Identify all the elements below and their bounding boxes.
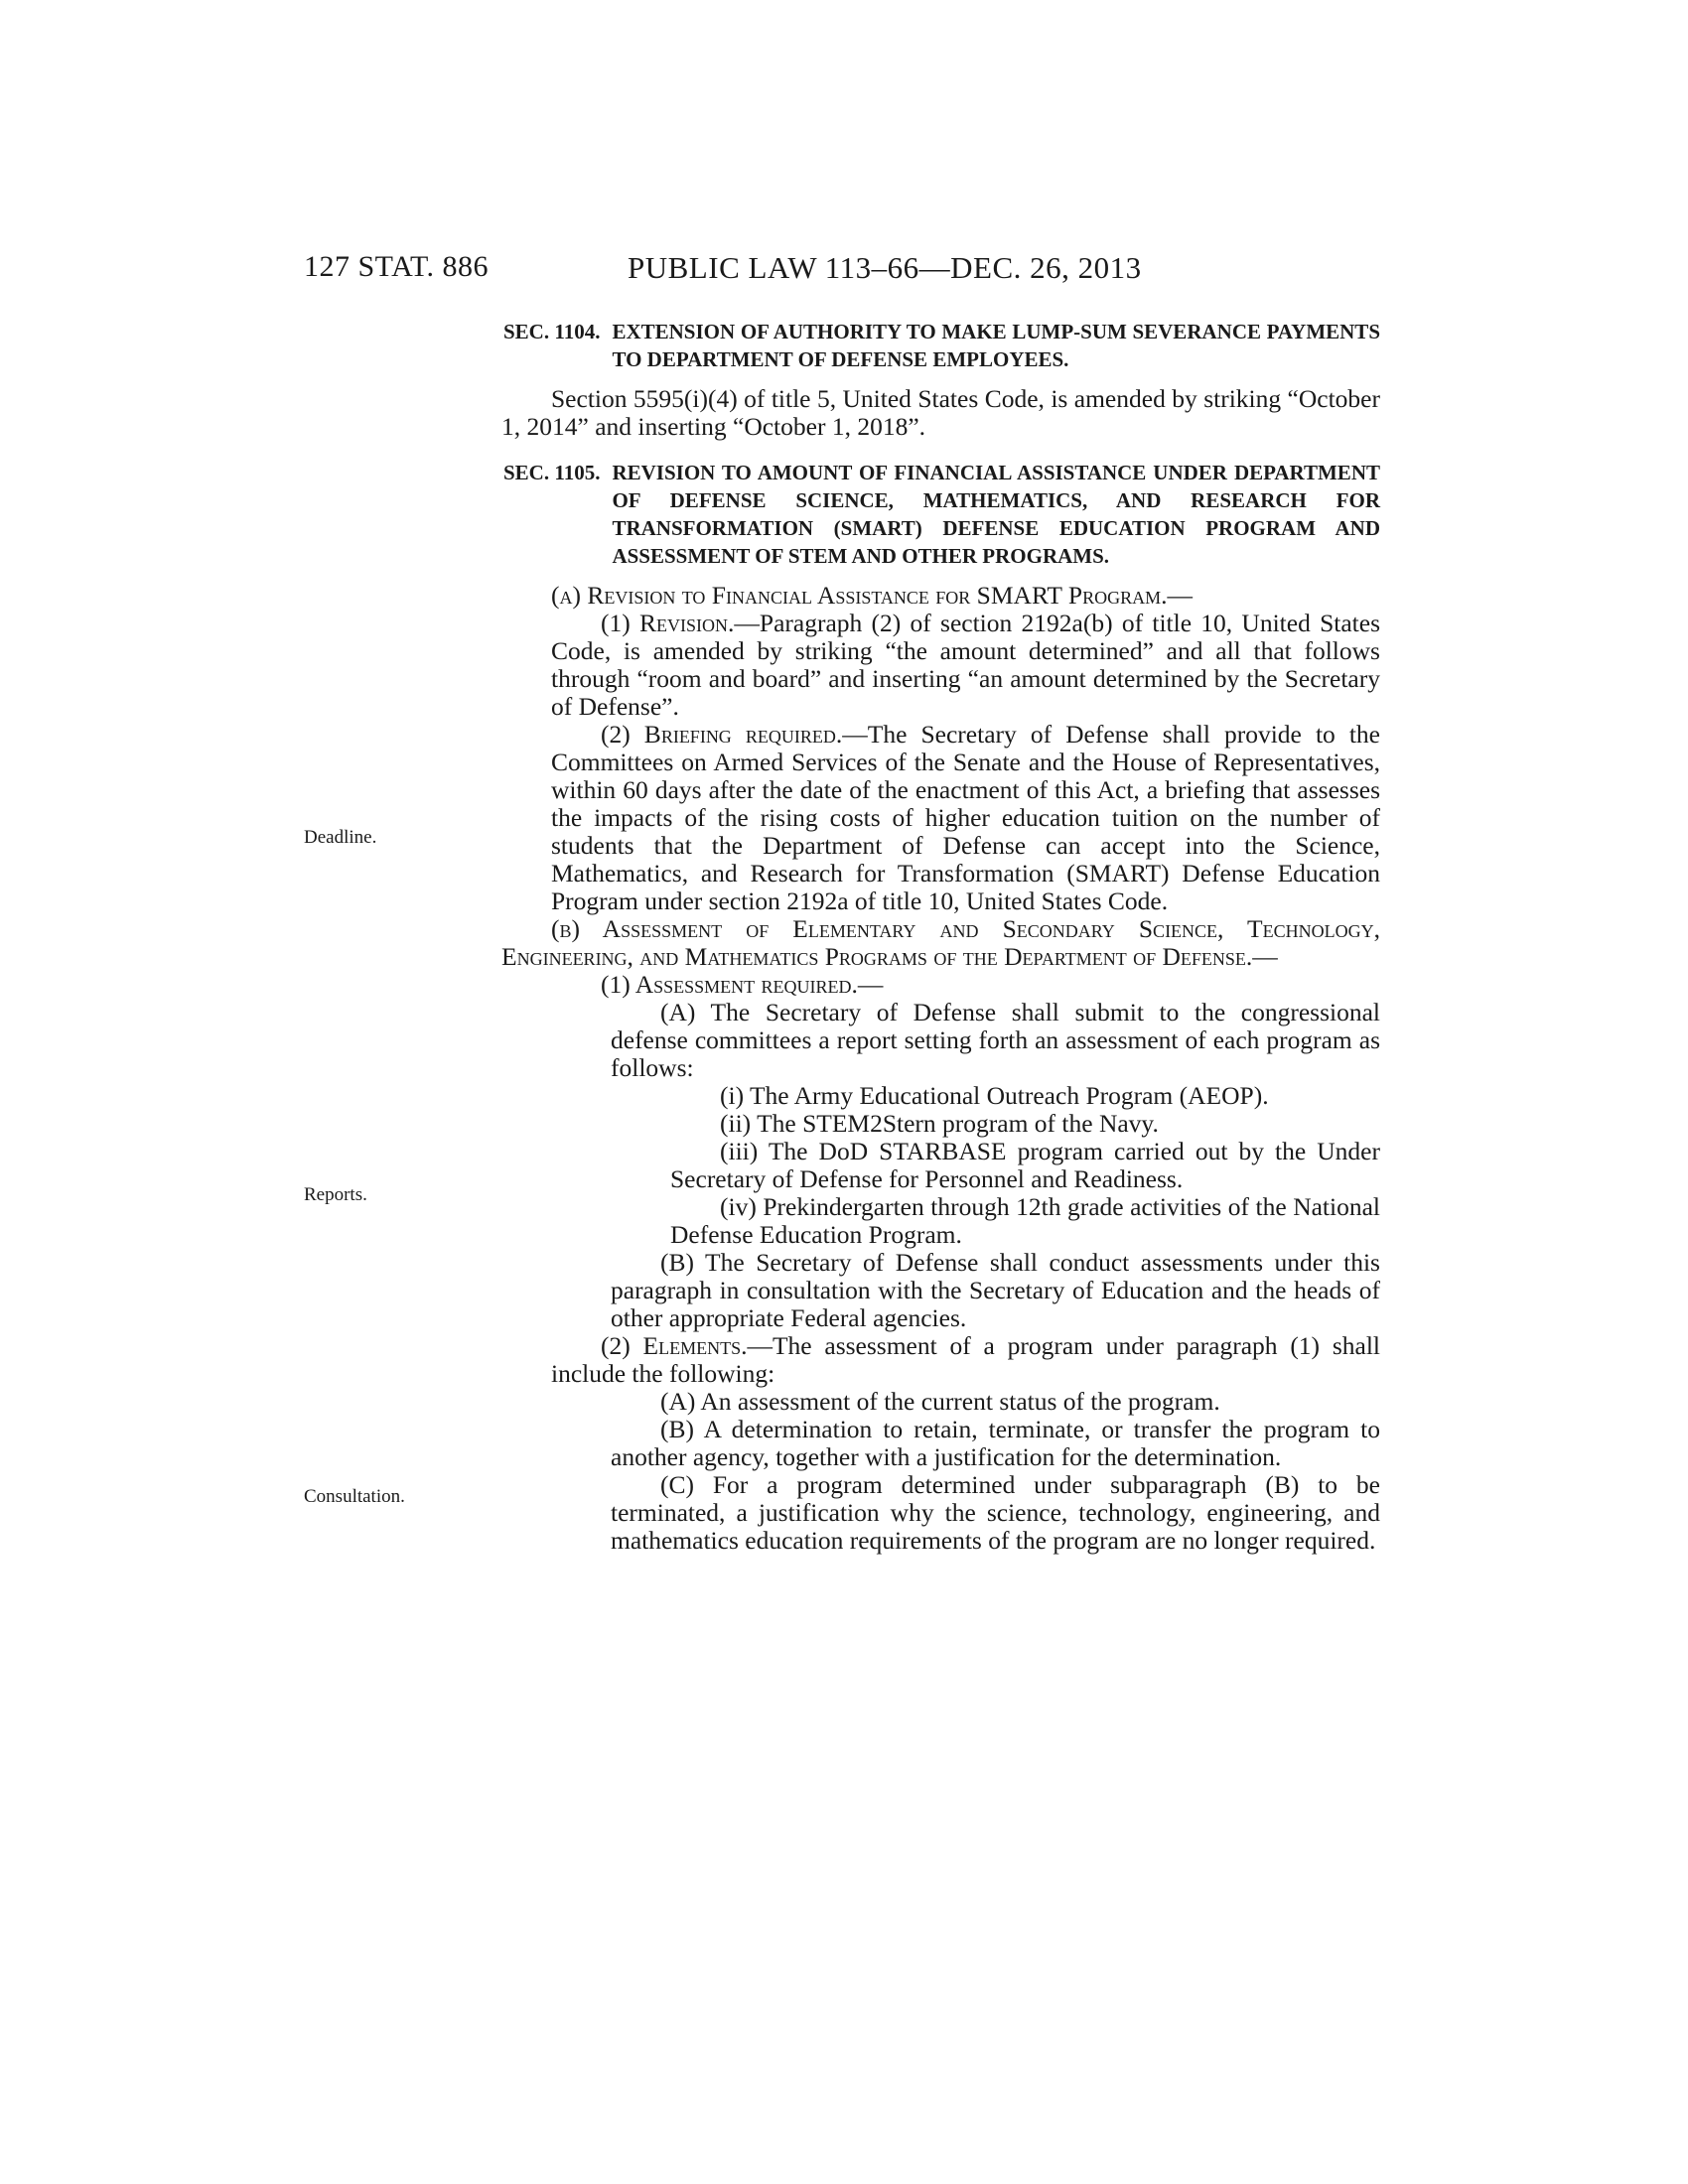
paragraph-a2-text: The Secretary of Defense shall provide to the Committees on Armed Services of the Senate and the House of Representatives, within 60 days after the date of the enactment of this Act, a briefing that assesses the impacts of the rising costs of higher education tuition on the number of students that the Department of Defense can accept into the Science, Mathematics, and Research for Transformation (SMART) Defense Education Program under section 2192a of title 10, United States Code. <box>551 720 1381 915</box>
subparagraph-b2C: (C) For a program determined under subparagraph (B) to be terminated, a justification why the science, technology, engineering, and mathematics education requirements of the program are no longer required. <box>611 1470 1380 1555</box>
paragraph-a1-heading: (1) Revision.— <box>601 609 760 637</box>
subparagraph-b1B: (B) The Secretary of Defense shall conduct assessments under this paragraph in consultation with the Secretary of Education and the heads of other appropriate Federal agencies. <box>611 1248 1380 1332</box>
paragraph-b2 <box>551 1332 1380 1388</box>
page-header <box>0 250 1688 290</box>
section-1104-number: SEC. 1104. <box>503 320 601 343</box>
margin-note-consultation: Consultation. <box>304 1486 405 1507</box>
subsection-b-heading: (b) Assessment of Elementary and Secondary Science, Technology, Engineering, and Mathematics Programs of the Department of Defense.— <box>501 914 1380 971</box>
subsection-a-heading: (a) Revision to Financial Assistance for SMART Program.— <box>551 581 1193 610</box>
margin-note-reports: Reports. <box>304 1184 367 1205</box>
section-1104-text: Section 5595(i)(4) of title 5, United States Code, is amended by striking “October 1, 2014” and inserting “October 1, 2018”. <box>501 384 1380 441</box>
section-1104-title: EXTENSION OF AUTHORITY TO MAKE LUMP-SUM SEVERANCE PAYMENTS TO DEPARTMENT OF DEFENSE EMPLOYEES. <box>612 320 1380 371</box>
stat-page-reference: 127 STAT. 886 <box>304 250 490 283</box>
clause-b1A-iii: (iii) The DoD STARBASE program carried out by the Under Secretary of Defense for Personnel and Readiness. <box>670 1137 1380 1193</box>
subparagraph-b2A: (A) An assessment of the current status of the program. <box>660 1387 1220 1416</box>
clause-b1A-ii: (ii) The STEM2Stern program of the Navy. <box>720 1109 1159 1138</box>
clause-b1A-iv: (iv) Prekindergarten through 12th grade activities of the National Defense Education Program. <box>670 1192 1380 1249</box>
margin-note-deadline: Deadline. <box>304 827 377 848</box>
document-body <box>501 318 1380 1555</box>
section-1105-title: REVISION TO AMOUNT OF FINANCIAL ASSISTANCE UNDER DEPARTMENT OF DEFENSE SCIENCE, MATHEMATICS, AND RESEARCH FOR TRANSFORMATION (SMART) DEFENSE EDUCATION PROGRAM AND ASSESSMENT OF STEM AND OTHER PROGRAMS. <box>612 461 1380 568</box>
subparagraph-b2B: (B) A determination to retain, terminate, or transfer the program to another agency, together with a justification for the determination. <box>611 1415 1380 1471</box>
clause-b1A-i: (i) The Army Educational Outreach Program (AEOP). <box>720 1081 1269 1110</box>
paragraph-b2-text: The assessment of a program under paragraph (1) shall include the following: <box>551 1331 1380 1388</box>
paragraph-a1 <box>551 610 1380 721</box>
section-1104-heading <box>501 318 1380 373</box>
paragraph-a1-text: Paragraph (2) of section 2192a(b) of title 10, United States Code, is amended by striking “the amount determined” and all that follows through “room and board” and inserting “an amount determined by the Secretary of Defense”. <box>551 609 1381 721</box>
subparagraph-b1A: (A) The Secretary of Defense shall submit to the congressional defense committees a report setting forth an assessment of each program as follows: <box>611 998 1380 1082</box>
paragraph-b1-heading: (1) Assessment required.— <box>601 970 884 999</box>
section-1105-number: SEC. 1105. <box>503 461 601 484</box>
paragraph-b2-heading: (2) Elements.— <box>601 1331 773 1360</box>
section-1105-heading <box>501 459 1380 570</box>
paragraph-a2-heading: (2) Briefing required.— <box>601 720 868 749</box>
paragraph-a2 <box>551 721 1380 915</box>
running-title: PUBLIC LAW 113–66—DEC. 26, 2013 <box>628 250 1142 285</box>
